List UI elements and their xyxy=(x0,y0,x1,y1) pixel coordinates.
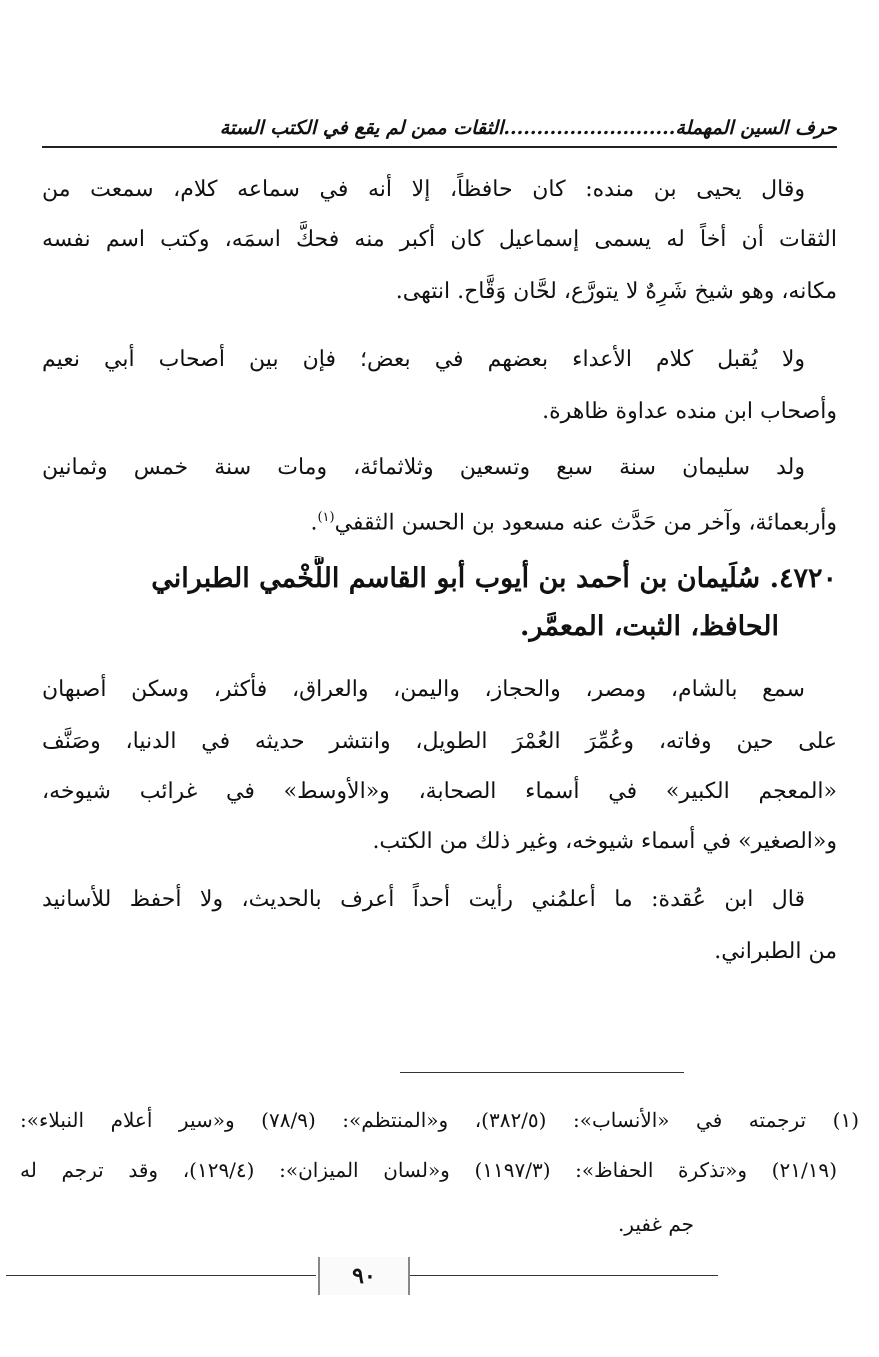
running-header: حرف السين المهملة..........................الثقات ممن لم يقع في الكتب الستة xyxy=(219,117,837,139)
body-line-12: قال ابن عُقدة: ما أعلمُني رأيت أحداً أعرف بالحديث، ولا أحفظ للأسانيد xyxy=(42,887,805,912)
page-number: ٩٠ xyxy=(318,1257,410,1295)
header-rule xyxy=(42,146,837,148)
body-line-4: ولا يُقبل كلام الأعداء بعضهم في بعض؛ فإن بين أصحاب أبي نعيم xyxy=(42,347,805,372)
entry-heading-line-1 xyxy=(42,556,837,602)
body-line-13: من الطبراني. xyxy=(714,939,837,964)
footnote-line-1: (١) ترجمته في «الأنساب»: (٣٨٢/٥)، و«المنتظم»: (٧٨/٩) و«سير أعلام النبلاء»: xyxy=(20,1108,859,1132)
entry-heading-line-2: الحافظ، الثبت، المعمَّر. xyxy=(520,611,779,642)
footnote-line-2: (٢١/١٩) و«تذكرة الحفاظ»: (١١٩٧/٣) و«لسان الميزان»: (١٢٩/٤)، وقد ترجم له xyxy=(20,1158,837,1182)
body-line-2: الثقات أن أخاً له يسمى إسماعيل كان أكبر منه فحكَّ اسمَه، وكتب اسم نفسه xyxy=(42,227,837,252)
body-line-9: على حين وفاته، وعُمِّرَ العُمْرَ الطويل، وانتشر حديثه في الدنيا، وصَنَّف xyxy=(42,729,837,754)
footer-rule-right xyxy=(408,1275,718,1276)
body-line-5: وأصحاب ابن منده عداوة ظاهرة. xyxy=(542,399,837,424)
entry-name: سُلَيمان بن أحمد بن أيوب أبو القاسم اللَّخْمي الطبراني xyxy=(151,563,761,594)
body-line-1: وقال يحيى بن منده: كان حافظاً، إلا أنه في سماعه كلام، سمعت من xyxy=(42,177,805,202)
entry-number: ٤٧٢٠. xyxy=(769,563,837,594)
body-line-10: «المعجم الكبير» في أسماء الصحابة، و«الأوسط» في غرائب شيوخه، xyxy=(42,779,837,804)
body-line-11: و«الصغير» في أسماء شيوخه، وغير ذلك من الكتب. xyxy=(372,829,837,854)
body-line-7-container: وأربعمائة، وآخر من حَدَّث عنه مسعود بن الحسن الثقفي$^{(١)}$. xyxy=(310,510,837,536)
footer-rule-left xyxy=(6,1275,316,1276)
footnote-line-3: جم غفير. xyxy=(617,1212,694,1236)
body-line-3: مكانه، وهو شيخ شَرِهٌ لا يتورَّع، لحَّان وَقَّاح. انتهى. xyxy=(395,279,837,304)
footnote-ref: (١) xyxy=(317,510,335,525)
body-line-7: وأربعمائة، وآخر من حَدَّث عنه مسعود بن الحسن الثقفي xyxy=(334,510,837,536)
body-line-6: ولد سليمان سنة سبع وتسعين وثلاثمائة، ومات سنة خمس وثمانين xyxy=(42,455,805,480)
body-line-8: سمع بالشام، ومصر، والحجاز، واليمن، والعراق، فأكثر، وسكن أصبهان xyxy=(42,677,805,702)
footnote-separator xyxy=(400,1072,684,1073)
